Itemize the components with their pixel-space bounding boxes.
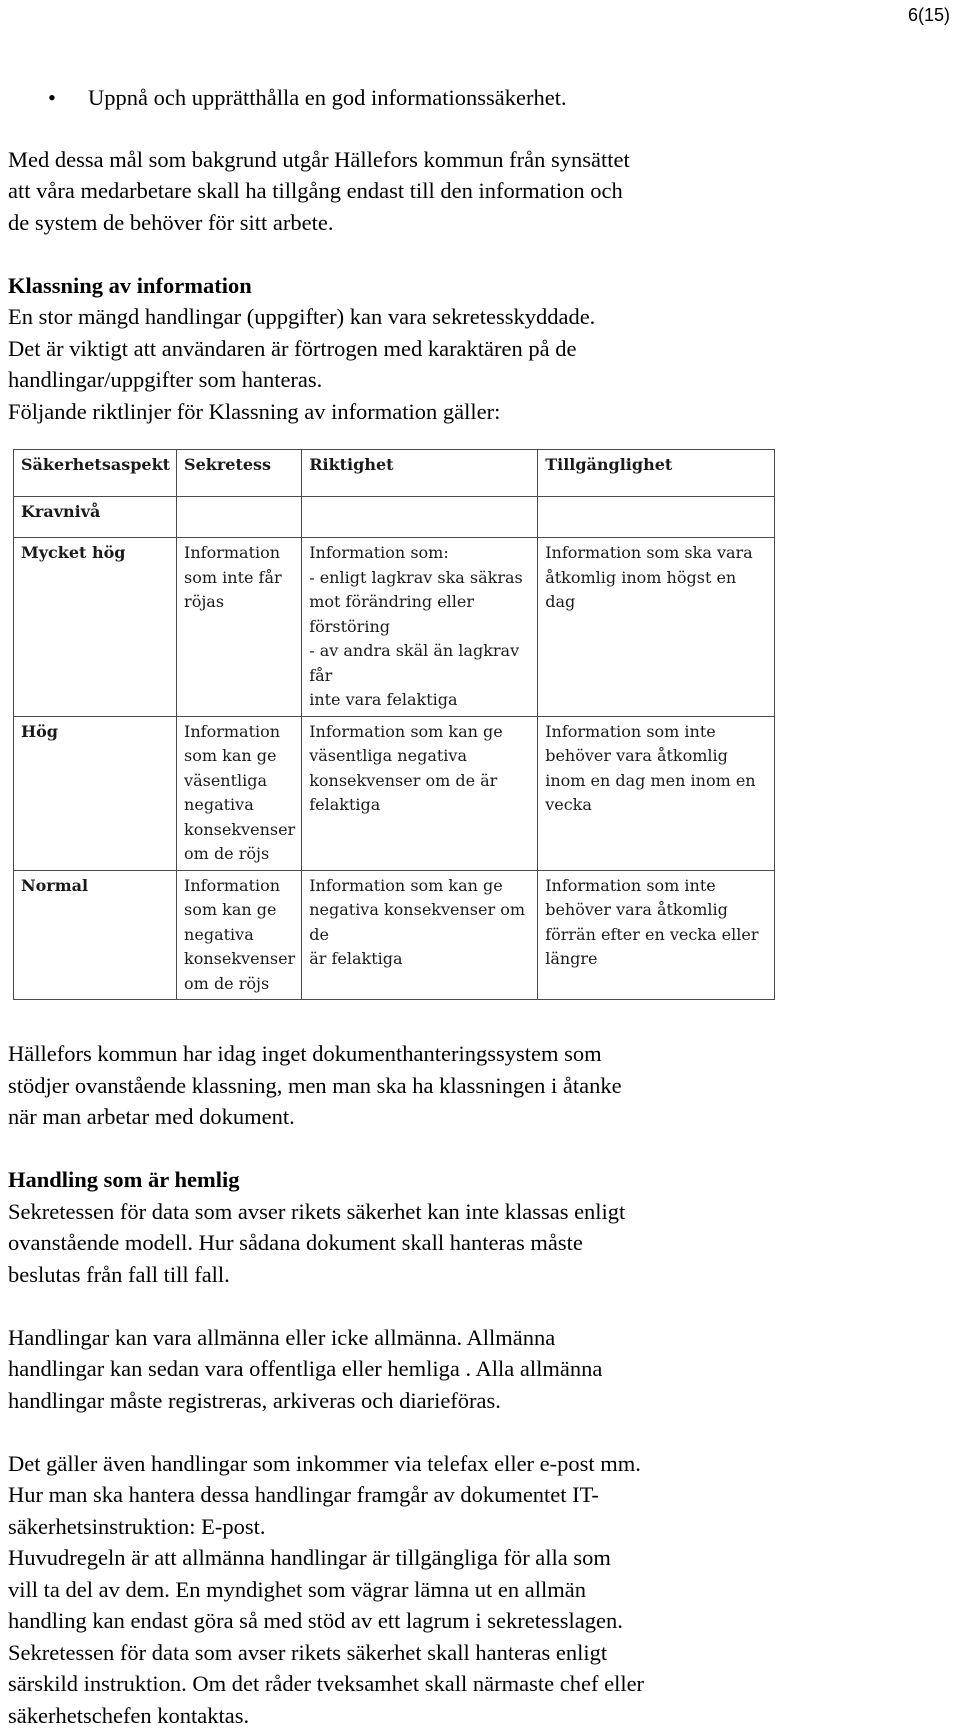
table-cell: Information som kan ge väsentliga negativa konsekvenser om de röjs <box>177 716 302 870</box>
header-cell: Tillgänglighet <box>538 450 775 497</box>
classification-table <box>13 449 775 1000</box>
table-row <box>14 870 775 1000</box>
after-table-paragraph: Hällefors kommun har idag inget dokumenthanteringssystem som stödjer ovanstående klassning, men man ska ha klassningen i åtanke när man arbetar med dokument. <box>8 1038 948 1133</box>
table-cell <box>538 497 775 538</box>
table-cell: Information som ska vara åtkomlig inom högst en dag <box>538 538 775 717</box>
header-cell: Säkerhetsaspekt <box>14 450 177 497</box>
table-cell: Information som inte behöver vara åtkomlig inom en dag men inom en vecka <box>538 716 775 870</box>
hemlig-paragraph: Sekretessen för data som avser rikets säkerhet kan inte klassas enligt ovanstående modell. Hur sådana dokument skall hanteras måste beslutas från fall till fall. <box>8 1196 948 1291</box>
table-cell: Information som kan ge negativa konsekvenser om de är felaktiga <box>302 870 538 1000</box>
table-row <box>14 716 775 870</box>
row-label: Hög <box>14 716 177 870</box>
table-cell <box>177 497 302 538</box>
document-body <box>8 82 948 1731</box>
table-cell: Information som inte får röjas <box>177 538 302 717</box>
row-label: Kravnivå <box>14 497 177 538</box>
table-cell <box>302 497 538 538</box>
table-header-row <box>14 450 775 497</box>
header-cell: Riktighet <box>302 450 538 497</box>
table-row-kravniva <box>14 497 775 538</box>
row-label: Mycket hög <box>14 538 177 717</box>
klassning-paragraph: En stor mängd handlingar (uppgifter) kan vara sekretesskyddade. Det är viktigt att användaren är förtrogen med karaktären på de handlingar/uppgifter som hanteras. Följande riktlinjer för Klassning av information gäller: <box>8 301 948 427</box>
table-cell: Information som kan ge väsentliga negativa konsekvenser om de är felaktiga <box>302 716 538 870</box>
table-cell: Information som kan ge negativa konsekvenser om de röjs <box>177 870 302 1000</box>
header-cell: Sekretess <box>177 450 302 497</box>
page-number: 6(15) <box>908 4 950 26</box>
bullet-list <box>8 82 948 114</box>
table-cell: Information som: - enligt lagkrav ska säkras mot förändring eller förstöring - av andra skäl än lagkrav får inte vara felaktiga <box>302 538 538 717</box>
final-paragraph: Det gäller även handlingar som inkommer via telefax eller e-post mm. Hur man ska hantera dessa handlingar framgår av dokumentet IT- säkerhetsinstruktion: E-post. Huvudregeln är att allmänna handlingar är tillgängliga för alla som vill ta del av dem. En myndighet som vägrar lämna ut en allmän handling kan endast göra så med stöd av ett lagrum i sekretesslagen. Sekretessen för data som avser rikets säkerhet skall hanteras enligt särskild instruktion. Om det råder tveksamhet skall närmaste chef eller säkerhetschefen kontaktas. <box>8 1448 948 1731</box>
table-cell: Information som inte behöver vara åtkomlig förrän efter en vecka eller längre <box>538 870 775 1000</box>
row-label: Normal <box>14 870 177 1000</box>
section-heading-klassning: Klassning av information <box>8 270 948 302</box>
allmanna-paragraph: Handlingar kan vara allmänna eller icke allmänna. Allmänna handlingar kan sedan vara offentliga eller hemliga . Alla allmänna handlingar måste registreras, arkiveras och diarieföras. <box>8 1322 948 1417</box>
section-heading-hemlig: Handling som är hemlig <box>8 1164 948 1196</box>
intro-paragraph: Med dessa mål som bakgrund utgår Hällefors kommun från synsättet att våra medarbetare skall ha tillgång endast till den information och de system de behöver för sitt arbete. <box>8 144 948 239</box>
bullet-item: • Uppnå och upprätthålla en god informationssäkerhet. <box>8 82 948 114</box>
table-row <box>14 538 775 717</box>
